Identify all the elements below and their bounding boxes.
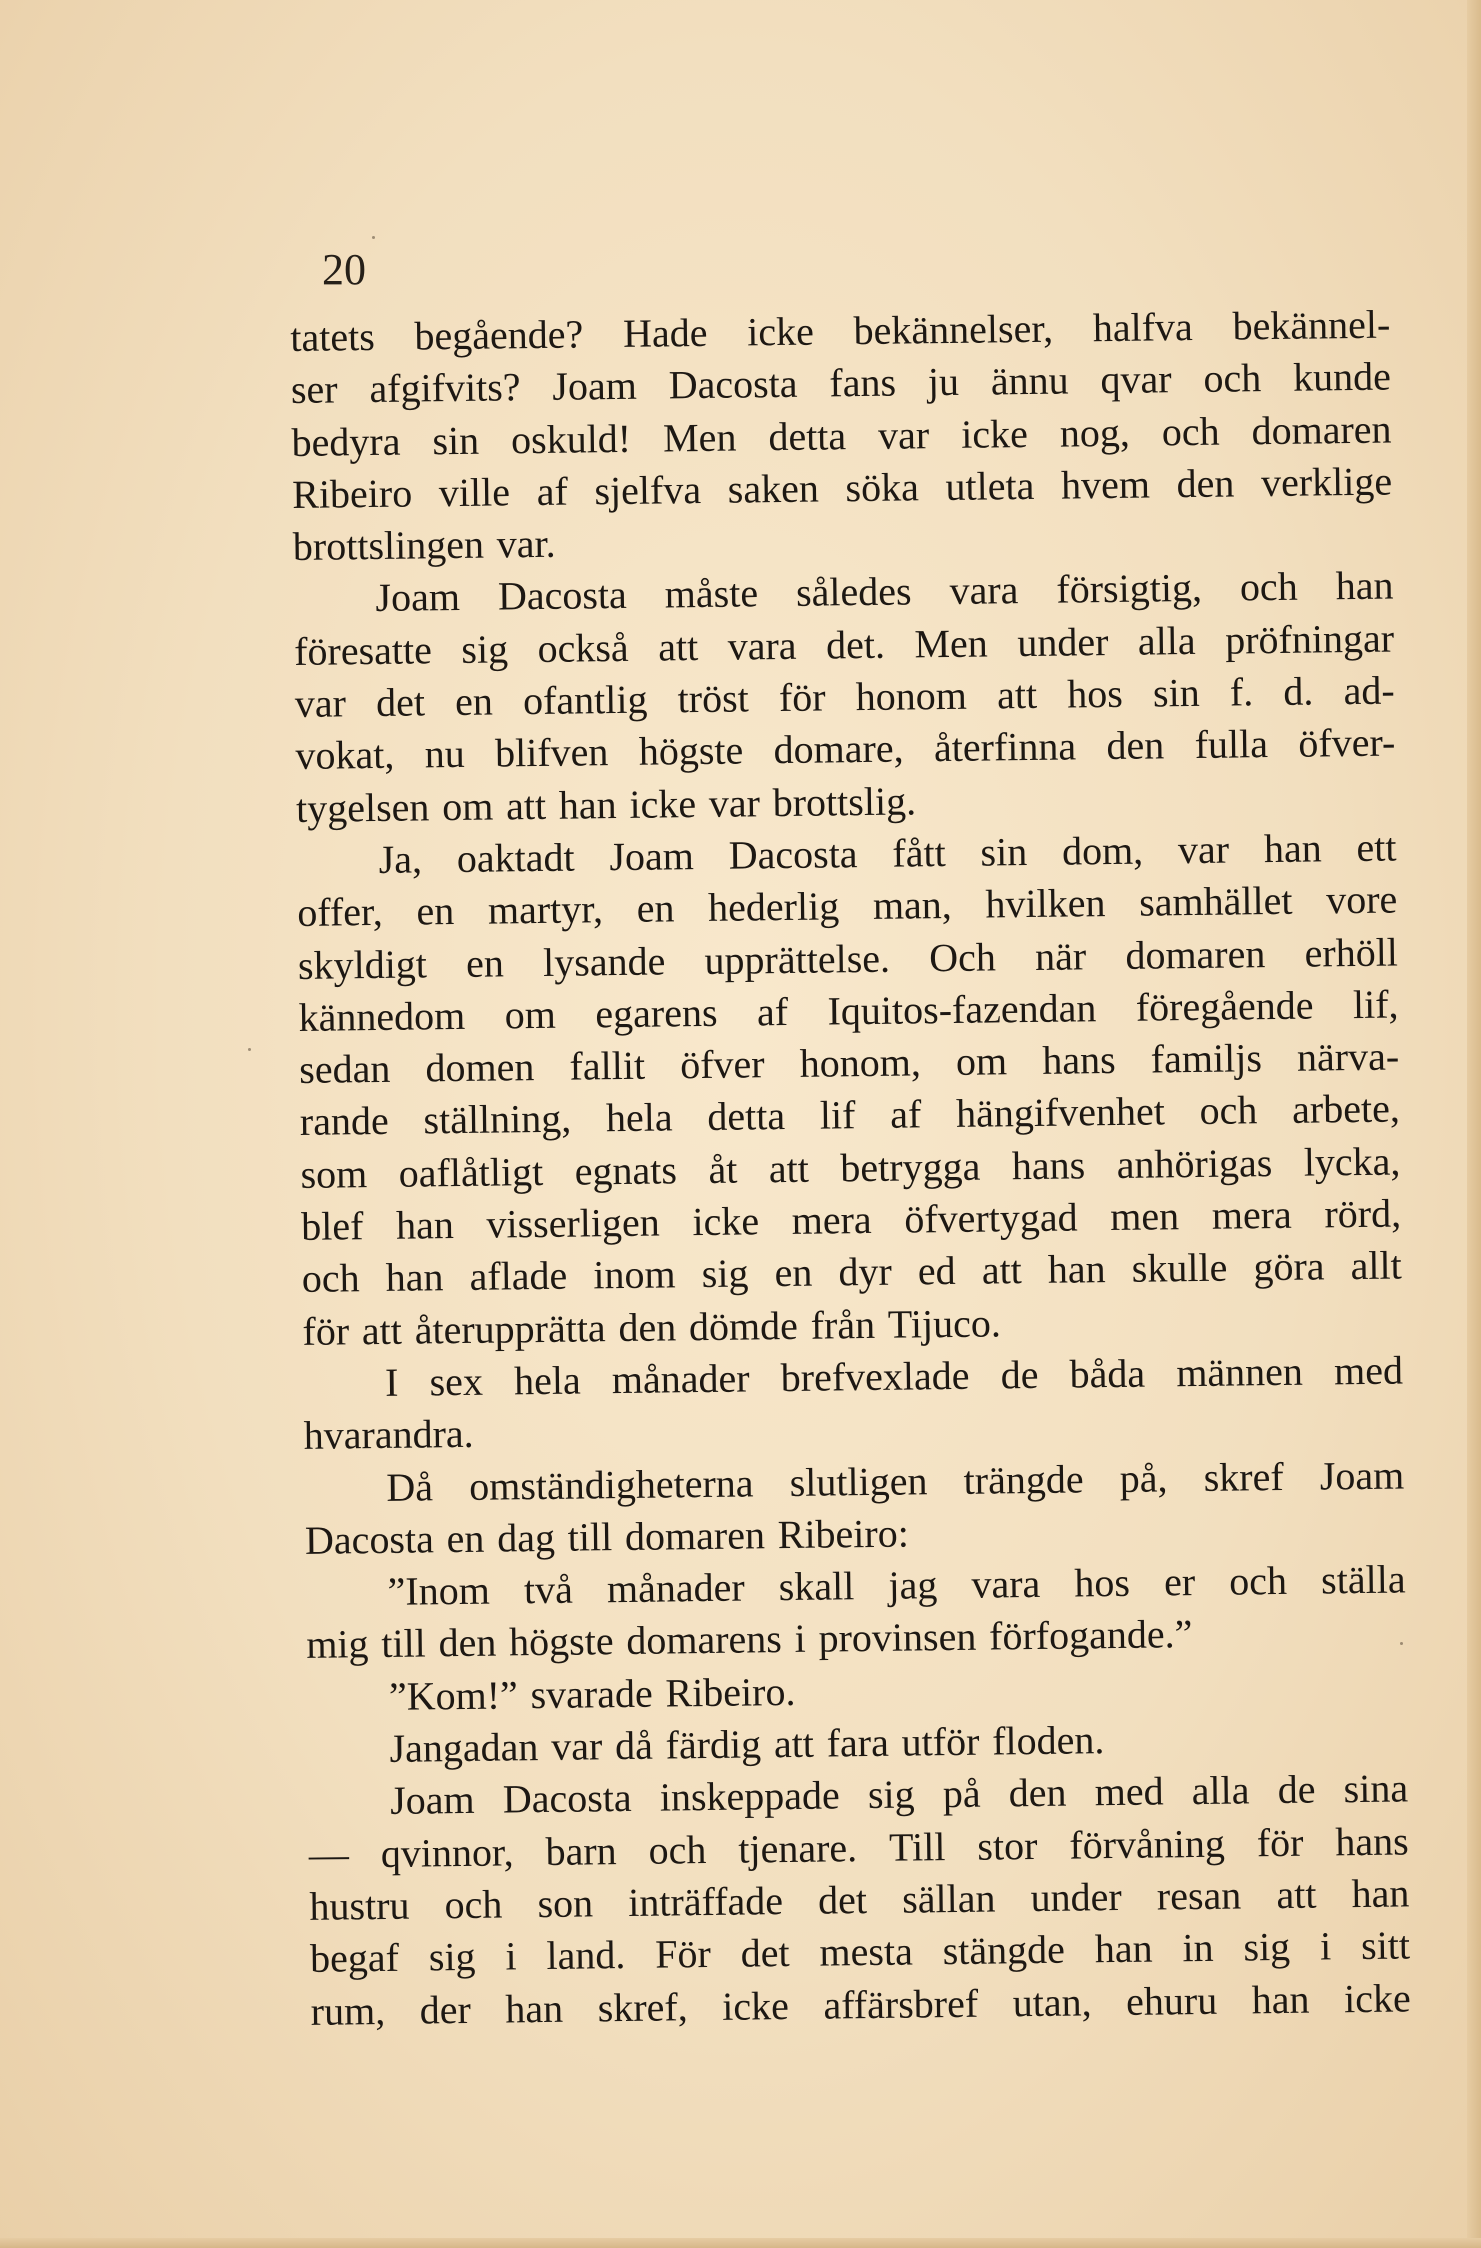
word: och — [1203, 355, 1262, 402]
word: han — [1047, 1246, 1106, 1293]
word: den — [1176, 460, 1235, 507]
word: och — [648, 1826, 707, 1873]
word: på, — [1119, 1454, 1168, 1501]
page-edge-right — [1467, 0, 1481, 2248]
word: var — [294, 680, 347, 727]
word: Och — [928, 933, 997, 980]
word: han — [385, 1254, 444, 1301]
word: fått — [892, 830, 946, 876]
word: sig — [461, 626, 509, 672]
word: den — [1106, 722, 1165, 769]
word: icke — [1343, 1974, 1411, 2021]
word: som — [300, 1150, 368, 1197]
word: en — [416, 888, 455, 934]
word: aflade — [469, 1253, 568, 1300]
word: han — [395, 1202, 455, 1248]
word: var — [1177, 826, 1230, 873]
word: skulle — [1131, 1244, 1228, 1292]
word: återfinna — [933, 723, 1077, 771]
word: det — [817, 1876, 868, 1923]
word: domaren — [1251, 406, 1392, 453]
word: ”Kom!” — [388, 1672, 519, 1719]
word: lycka, — [1303, 1138, 1401, 1185]
word: vore — [1325, 876, 1398, 923]
word: var — [877, 411, 930, 458]
word: fans — [829, 359, 897, 406]
word: brottslingen — [292, 521, 485, 570]
word: Dacosta — [497, 572, 628, 619]
word: månader — [611, 1355, 750, 1403]
word: erhöll — [1304, 929, 1399, 976]
word: med — [1333, 1347, 1404, 1394]
word: Jangadan — [389, 1724, 539, 1771]
word: allt — [1350, 1242, 1402, 1289]
word: Ribeiro — [291, 470, 413, 517]
word: att — [773, 1720, 815, 1767]
word: att — [1276, 1871, 1317, 1917]
word: dömde — [688, 1302, 799, 1349]
word: halfva — [1092, 303, 1194, 351]
word: skall — [778, 1563, 855, 1610]
word: återupprätta — [414, 1304, 606, 1353]
word: sin — [1152, 669, 1200, 716]
word: jag — [888, 1562, 938, 1608]
word: egarens — [595, 989, 718, 1037]
word: på — [942, 1770, 981, 1817]
word: visserligen — [486, 1199, 661, 1247]
word: och — [301, 1255, 360, 1302]
word: Till — [888, 1823, 946, 1870]
word: sedan — [298, 1045, 391, 1093]
word: ehuru — [1125, 1977, 1218, 2024]
word: han — [1335, 563, 1394, 609]
word: oaktadt — [456, 834, 575, 881]
word: hela — [605, 1094, 673, 1141]
word: och — [1199, 1087, 1258, 1134]
word: sig — [428, 1934, 476, 1980]
word: slutligen — [789, 1457, 928, 1505]
word: hela — [513, 1357, 581, 1404]
word: öfver- — [1298, 719, 1396, 767]
word: tjenare. — [738, 1824, 858, 1872]
word: trängde — [963, 1455, 1084, 1503]
word: domarens — [626, 1616, 783, 1664]
word: kännedom — [298, 992, 466, 1040]
word: utleta — [945, 462, 1035, 509]
word: icke — [692, 1198, 760, 1245]
word: oaflåtligt — [398, 1148, 544, 1196]
word: Ribeiro: — [777, 1510, 910, 1557]
word: brefvexlade — [780, 1352, 970, 1401]
word: och — [1239, 564, 1298, 610]
word: två — [523, 1566, 574, 1613]
word: barn — [545, 1827, 617, 1874]
word: hans — [1335, 1818, 1409, 1864]
word: vara — [971, 1561, 1041, 1607]
word: ännu — [990, 357, 1069, 404]
word: Men — [914, 620, 989, 667]
word: i — [794, 1616, 807, 1662]
word: inom — [593, 1251, 676, 1298]
word: Joam — [375, 574, 461, 621]
word: till — [567, 1513, 613, 1560]
word: skref — [1203, 1453, 1284, 1500]
word: lysande — [542, 938, 666, 985]
word: när — [1034, 932, 1087, 979]
word: att — [505, 782, 547, 829]
word: ofantlig — [522, 676, 648, 724]
word: Ribeiro. — [665, 1668, 796, 1716]
word: söka — [845, 464, 920, 511]
word: rande — [299, 1098, 389, 1145]
word: att — [657, 623, 699, 670]
word: lif — [819, 1092, 856, 1139]
word: Ja, — [378, 836, 423, 882]
word: floden. — [991, 1717, 1105, 1764]
word: Iquitos-fazendan — [827, 985, 1097, 1034]
word: provinsen — [818, 1614, 977, 1662]
word: för — [1256, 1819, 1304, 1865]
word: lif, — [1352, 981, 1399, 1027]
word: rörd, — [1324, 1190, 1402, 1237]
word: son — [537, 1880, 594, 1926]
word: vara — [949, 567, 1019, 614]
word: han — [1351, 1870, 1410, 1917]
word: hederlig — [707, 883, 840, 931]
word: fara — [826, 1719, 890, 1766]
word: måste — [664, 570, 759, 617]
word: och — [444, 1881, 503, 1928]
word: de — [1277, 1766, 1316, 1813]
word: mig — [306, 1621, 369, 1668]
word: domen — [425, 1044, 535, 1091]
paper-speck — [1400, 1642, 1403, 1645]
word: vara — [727, 622, 797, 669]
word: man, — [872, 882, 953, 929]
word: icke — [721, 1982, 790, 2029]
word: under — [1030, 1873, 1122, 1920]
word: var — [550, 1723, 603, 1769]
word: ”Inom — [387, 1567, 491, 1615]
word: från — [810, 1301, 876, 1348]
word: i — [505, 1933, 517, 1979]
word: ställa — [1320, 1556, 1406, 1603]
word: sina — [1343, 1765, 1409, 1812]
word: oskuld! — [510, 415, 632, 462]
word: hustru — [309, 1882, 410, 1929]
word: månader — [606, 1564, 745, 1612]
word: en — [454, 678, 494, 725]
word: färdig — [665, 1721, 762, 1768]
word: hvarandra. — [303, 1411, 474, 1459]
word: för — [778, 674, 826, 721]
word: således — [795, 568, 912, 616]
word: offer, — [297, 889, 383, 936]
word: männen — [1175, 1348, 1304, 1396]
word: båda — [1069, 1350, 1146, 1397]
word: försigtig, — [1056, 565, 1203, 613]
word: ed — [917, 1248, 956, 1294]
word: att — [981, 1247, 1023, 1293]
word: d. — [1283, 668, 1314, 714]
word: anhörigas — [1116, 1139, 1273, 1187]
word: med — [1094, 1768, 1164, 1815]
word: honom — [855, 672, 968, 720]
word: rum, — [310, 1987, 386, 2034]
word: det. — [825, 621, 886, 668]
word: om — [955, 1038, 1008, 1085]
word: ett — [1356, 824, 1397, 870]
word: affärsbref — [823, 1980, 979, 2028]
word: Men — [662, 414, 737, 461]
word: dom, — [1061, 827, 1144, 874]
word: utan, — [1012, 1978, 1092, 2025]
word: inskeppade — [659, 1772, 841, 1820]
word: begaf — [309, 1934, 400, 1982]
word: den — [618, 1303, 677, 1350]
word: en — [465, 939, 505, 986]
word: mesta — [819, 1928, 914, 1975]
word: der — [419, 1986, 472, 2033]
word: till — [381, 1620, 427, 1667]
word: den — [438, 1620, 497, 1666]
word: afgifvits? — [369, 364, 521, 412]
word: blifven — [494, 729, 609, 776]
word: förvåning — [1069, 1820, 1226, 1868]
word: åt — [708, 1146, 738, 1192]
word: alla — [1137, 617, 1196, 664]
word: och — [1161, 408, 1220, 454]
word: förfogande.” — [988, 1611, 1193, 1659]
word: det — [375, 679, 426, 726]
word: Joam — [389, 1777, 475, 1824]
body-text — [290, 299, 1411, 2038]
word: i — [1319, 1923, 1332, 1969]
word: detta — [768, 412, 847, 459]
word: stängde — [942, 1926, 1066, 1974]
word: sällan — [901, 1875, 996, 1922]
word: Dacosta — [728, 831, 858, 878]
word: pröfningar — [1224, 615, 1395, 663]
word: mera — [791, 1197, 872, 1243]
word: det — [740, 1930, 790, 1976]
word: hvem — [1060, 461, 1151, 508]
word: Då — [386, 1463, 434, 1510]
word: honom, — [799, 1039, 922, 1086]
word: detta — [707, 1093, 786, 1140]
word: hvilken — [985, 880, 1106, 927]
word: land. — [546, 1932, 626, 1979]
word: hans — [1011, 1142, 1086, 1188]
word: in — [1182, 1925, 1214, 1971]
word: För — [654, 1931, 712, 1977]
word: af — [889, 1091, 922, 1138]
word: domare, — [773, 725, 904, 773]
word: för — [302, 1307, 350, 1354]
word: sig — [1243, 1924, 1291, 1970]
word: en — [446, 1515, 485, 1562]
word: de — [1000, 1351, 1039, 1398]
word: ville — [438, 469, 511, 516]
word: han — [505, 1985, 564, 2031]
word: egnats — [574, 1147, 678, 1194]
word: icke — [960, 410, 1029, 457]
word: öfvertygad — [904, 1194, 1078, 1242]
word: Tijuco. — [887, 1300, 1002, 1347]
word: icke — [746, 308, 815, 355]
word: stor — [977, 1822, 1038, 1869]
word: mera — [1211, 1191, 1293, 1238]
word: af — [756, 988, 789, 1035]
word: Dacosta — [502, 1775, 632, 1822]
word: ställning, — [423, 1096, 572, 1143]
word: icke — [629, 780, 697, 827]
word: öfver — [679, 1041, 765, 1088]
word: qvinnor, — [380, 1828, 514, 1876]
word: saken — [727, 465, 820, 512]
word: domaren — [1125, 930, 1266, 978]
page-edge-bottom — [0, 2238, 1481, 2248]
word: domaren — [624, 1512, 766, 1559]
word: han — [1263, 825, 1322, 872]
word: familjs — [1150, 1035, 1263, 1082]
word: skyldigt — [297, 940, 428, 988]
word: högste — [638, 727, 744, 775]
word: samhället — [1138, 878, 1293, 925]
word: alla — [1191, 1767, 1250, 1814]
paper-speck — [372, 236, 375, 239]
word: kunde — [1292, 353, 1392, 401]
word: ad- — [1343, 667, 1395, 714]
word: högste — [508, 1618, 614, 1665]
word: om — [504, 991, 557, 1038]
word: upprättelse. — [704, 935, 891, 983]
word: sin — [432, 417, 480, 463]
word: var — [708, 779, 761, 826]
word: ju — [927, 359, 960, 405]
word: Dacosta — [304, 1516, 435, 1563]
word: martyr, — [487, 886, 604, 933]
word: hans — [1042, 1037, 1116, 1084]
word: hos — [1074, 1559, 1131, 1606]
word: fulla — [1194, 721, 1269, 768]
word: er — [1163, 1559, 1196, 1605]
word: I — [384, 1359, 399, 1405]
word: sin — [980, 829, 1028, 875]
paper-speck — [248, 1048, 251, 1051]
word: nog, — [1059, 409, 1131, 456]
word: och — [1228, 1558, 1288, 1604]
word: bekännelser, — [853, 305, 1054, 354]
word: tygelsen — [295, 784, 430, 831]
word: han — [1094, 1925, 1153, 1972]
word: betrygga — [840, 1143, 981, 1191]
word: svarade — [530, 1670, 653, 1717]
word: bedyra — [291, 418, 401, 465]
word: hängifvenhet — [955, 1088, 1166, 1137]
word: brottslig. — [772, 778, 917, 825]
word: tröst — [677, 675, 750, 722]
word: hos — [1066, 670, 1124, 717]
word: begående? — [414, 311, 584, 359]
word: dag — [496, 1514, 556, 1561]
word: utför — [901, 1718, 980, 1765]
word: sex — [429, 1358, 484, 1405]
word: verklige — [1260, 458, 1393, 506]
word: sig — [701, 1250, 749, 1297]
word: qvar — [1100, 356, 1172, 403]
word: omständigheterna — [468, 1459, 754, 1509]
word: tatets — [290, 313, 376, 360]
word: sjelfva — [594, 466, 702, 514]
word: föresatte — [293, 627, 433, 674]
word: att — [768, 1145, 810, 1191]
word: en — [636, 885, 675, 932]
word: ser — [290, 366, 338, 413]
word: den — [1008, 1769, 1067, 1816]
word: Dacosta — [668, 361, 798, 408]
word: Joam — [552, 363, 638, 410]
word: Joam — [609, 833, 695, 880]
word: föregående — [1135, 982, 1314, 1030]
word: att — [361, 1307, 403, 1353]
word: var. — [496, 520, 556, 567]
word: inträffade — [627, 1878, 784, 1925]
word: en — [774, 1250, 813, 1296]
word: men — [1109, 1193, 1180, 1240]
word: om — [441, 783, 494, 829]
word: sig — [867, 1771, 915, 1818]
word: göra — [1253, 1243, 1325, 1290]
word: han — [558, 781, 617, 828]
word: bekännel- — [1232, 301, 1391, 349]
page-number: 20 — [322, 245, 366, 294]
word: fallit — [569, 1042, 646, 1089]
word: — — [308, 1831, 350, 1877]
word: vokat, — [295, 732, 395, 779]
word: att — [996, 671, 1038, 718]
word: Joam — [1319, 1452, 1405, 1499]
word: resan — [1156, 1872, 1242, 1919]
word: Hade — [622, 309, 708, 356]
word: arbete, — [1291, 1085, 1401, 1133]
word: nu — [424, 731, 465, 777]
word: sitt — [1360, 1922, 1411, 1969]
word: f. — [1229, 669, 1254, 715]
word: han — [1251, 1976, 1310, 2022]
word: blef — [300, 1203, 364, 1249]
word: närva- — [1296, 1033, 1400, 1080]
word: då — [614, 1722, 654, 1769]
word: af — [536, 468, 569, 514]
word: under — [1017, 618, 1109, 665]
word: också — [537, 624, 629, 671]
word: skref, — [597, 1983, 688, 2030]
word: dyr — [838, 1249, 893, 1295]
